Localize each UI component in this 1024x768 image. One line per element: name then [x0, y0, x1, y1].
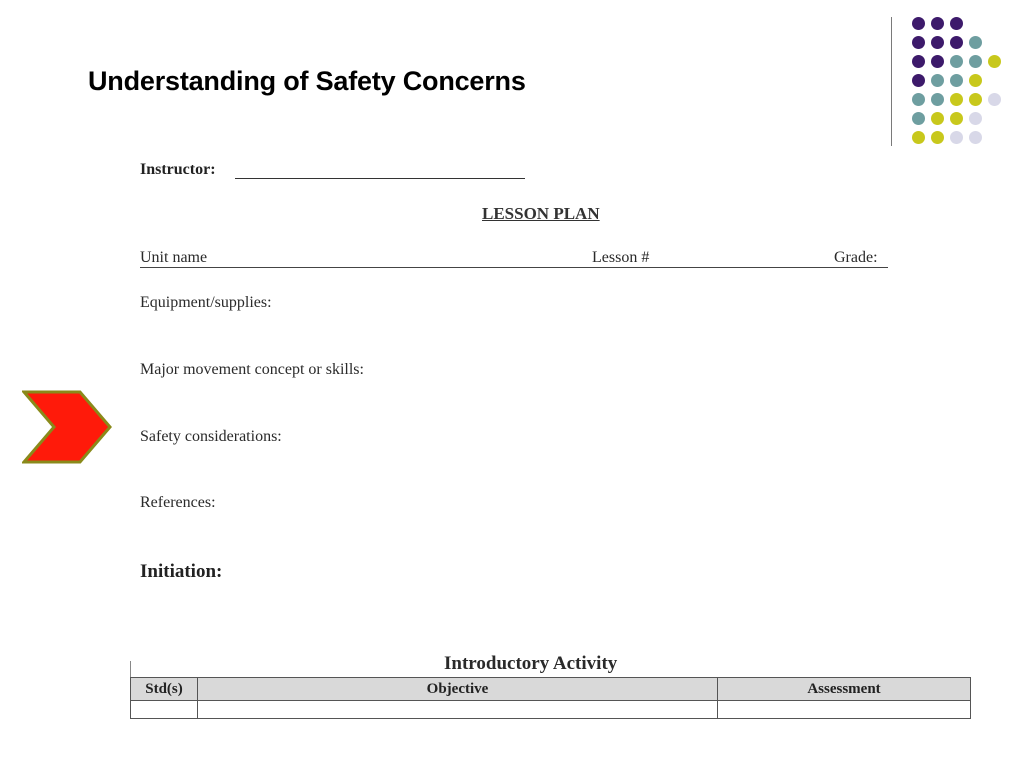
unit-row-underline: [140, 267, 888, 268]
table-header-stds: Std(s): [131, 678, 198, 701]
movement-concept-label: Major movement concept or skills:: [140, 361, 364, 378]
table-header-objective: Objective: [198, 678, 718, 701]
grade-label: Grade:: [834, 249, 878, 266]
instructor-blank-line: [235, 178, 525, 179]
references-label: References:: [140, 494, 216, 511]
table-cell: [718, 701, 971, 719]
initiation-heading: Initiation:: [140, 561, 223, 582]
lesson-plan-heading: LESSON PLAN: [482, 204, 600, 223]
table-row: [131, 701, 971, 719]
instructor-label: Instructor:: [140, 161, 216, 178]
table-left-tick: [130, 661, 131, 677]
table-title: Introductory Activity: [444, 653, 618, 674]
unit-name-label: Unit name: [140, 249, 208, 266]
equipment-supplies-label: Equipment/supplies:: [140, 294, 272, 311]
lesson-number-label: Lesson #: [592, 249, 650, 266]
table-cell: [131, 701, 198, 719]
slide-title: Understanding of Safety Concerns: [88, 66, 526, 96]
safety-considerations-label: Safety considerations:: [140, 428, 282, 445]
table-header-row: [131, 678, 971, 701]
activity-table: [130, 677, 971, 719]
table-header-assessment: Assessment: [718, 678, 971, 701]
table-cell: [198, 701, 718, 719]
